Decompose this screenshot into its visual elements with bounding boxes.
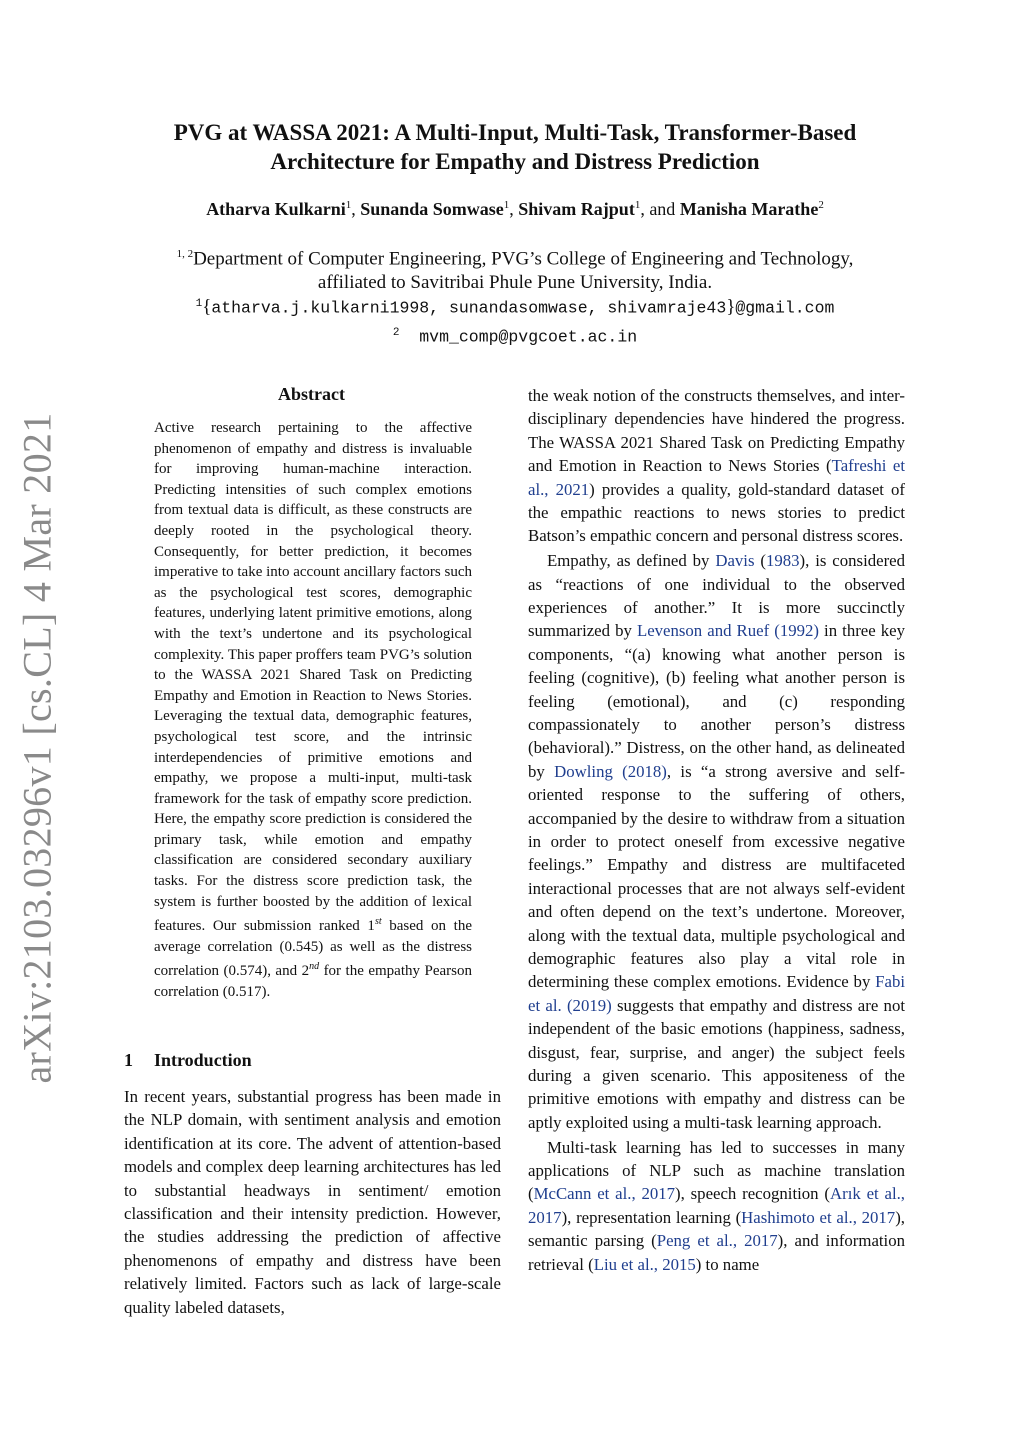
text-run: ) provides a quality, gold-standard dataset of the empathic reactions to news stories to predict Batson’s empathic concern and personal distress scores. xyxy=(528,479,906,546)
open-brace: { xyxy=(202,296,212,318)
citation-link[interactable]: McCann et al., 2017 xyxy=(533,1184,676,1204)
text-run: , is “a strong aversive and self-oriented response to the suffering of others, accompanied by the desire to withdraw from a situation in order to protect oneself from excessive negative feelings.” Empathy and distress are multifaceted interactional processes that are not always self-evident and often depend on the text’s undertone. Moreover, along with the textual data, multiple psychological and demographic features also play a vital role in determining these complex emotions. Evidence by xyxy=(528,761,905,992)
arxiv-stamp xyxy=(14,412,60,1084)
right-paragraph-2 xyxy=(528,549,905,1134)
abstract-heading: Abstract xyxy=(278,384,345,404)
citation-link[interactable]: Hashimoto et al., 2017 xyxy=(741,1207,896,1227)
text-run: ) to name xyxy=(695,1254,760,1274)
email-line-1: atharva.j.kulkarni1998, sunandasomwase, shivamraje43 xyxy=(211,298,727,318)
affiliation-line-1: Department of Computer Engineering, PVG’s College of Engineering and Technology, xyxy=(193,248,854,270)
text-run: Empathy, as defined by xyxy=(547,551,716,571)
author-4-affil: 2 xyxy=(818,199,824,211)
text-run: suggests that empathy and distress are not independent of the basic emotions (happiness, sadness, disgust, fear, surprise, and anger) the subject feels during a given scenario. This appositeness of the primitive emotions with empathy and distress can be aptly exploited using a multi-task learning approach. xyxy=(528,995,905,1132)
abstract-text xyxy=(154,418,472,1003)
citation-link[interactable]: Levenson and Ruef (1992) xyxy=(636,621,819,641)
paper-title xyxy=(100,118,930,176)
citation-link[interactable]: Tafreshi et al., 2021 xyxy=(528,456,905,499)
citation-link[interactable]: 1983 xyxy=(765,551,800,571)
affiliation-marker: 1, 2 xyxy=(176,248,194,260)
text-run: ), representation learning ( xyxy=(561,1207,742,1227)
ordinal-second: nd xyxy=(309,961,320,973)
author-1-affil: 1 xyxy=(345,199,352,211)
citation-link[interactable]: Fabi et al. (2019) xyxy=(528,972,905,1015)
author-4: Manisha Marathe xyxy=(679,199,819,219)
title-line-2: Architecture for Empathy and Distress Prediction xyxy=(270,149,760,174)
section-heading xyxy=(124,1050,252,1071)
arxiv-id: arXiv:2103.03296v1 [cs.CL] 4 Mar 2021 xyxy=(14,412,60,1084)
intro-left-text: In recent years, substantial progress has been made in the NLP domain, with sentiment analysis and emotion identification at its core. The advent of attention-based models and complex deep learning architectures has led to substantial headways in sentiment/ emotion classification and their intensity prediction. However, the studies addressing the prediction of affective phenomenons of empathy and distress have been relatively limited. Factors such as lack of large-scale quality labeled datasets, xyxy=(124,1087,501,1317)
close-brace: } xyxy=(726,296,736,318)
ordinal-first: st xyxy=(374,916,382,928)
citation-link[interactable]: Davis xyxy=(715,551,755,571)
author-list: Atharva Kulkarni$^1$, Sunanda Somwase$^1$, Shivam Rajput$^1$, and Manisha Marathe$^2$ xyxy=(206,199,824,219)
citation-link[interactable]: Dowling (2018) xyxy=(554,761,667,781)
text-run: the weak notion of the constructs themselves, and inter-disciplinary dependencies have hindered the progress. The WASSA 2021 Shared Task on Predicting Empathy and Emotion in Reaction to News Stories ( xyxy=(528,386,905,476)
author-1: Atharva Kulkarni xyxy=(206,199,346,219)
text-run: ), and information retrieval ( xyxy=(528,1231,906,1274)
section-number: 1 xyxy=(124,1050,133,1070)
citation-link[interactable]: Liu et al., 2015 xyxy=(593,1254,696,1274)
text-run: ( xyxy=(754,551,766,571)
text-run: Multi-task learning has led to successes in many applications of NLP such as machine translation ( xyxy=(528,1137,905,1204)
email-block xyxy=(100,292,930,349)
title-line-1: PVG at WASSA 2021: A Multi-Input, Multi-Task, Transformer-Based xyxy=(173,120,857,145)
author-conjunction: and xyxy=(649,199,676,219)
citation-link[interactable]: Arık et al., 2017 xyxy=(528,1184,906,1227)
citation-link[interactable]: Peng et al., 2017 xyxy=(656,1231,778,1251)
abstract-part-3: for the empathy Pearson correlation (0.517). xyxy=(154,963,472,1001)
text-run: ), semantic parsing ( xyxy=(528,1207,905,1251)
author-3-affil: 1 xyxy=(634,199,641,211)
author-2: Sunanda Somwase xyxy=(360,199,504,219)
text-run: ), is considered as “reactions of one individual to the observed experiences of another.” It is more succinctly summarized by xyxy=(528,551,905,641)
affiliation xyxy=(100,242,930,295)
author-2-affil: 1 xyxy=(503,199,510,211)
section-title: Introduction xyxy=(154,1050,252,1070)
affiliation-line-2: affiliated to Savitribai Phule Pune University, India. xyxy=(317,272,713,294)
right-column xyxy=(528,384,905,1277)
author-3: Shivam Rajput xyxy=(518,199,635,219)
right-paragraph-3 xyxy=(528,1136,905,1276)
right-paragraph-1 xyxy=(528,384,905,548)
email-marker-1: 1 xyxy=(195,298,203,310)
email-domain-1: @gmail.com xyxy=(735,298,835,318)
email-line-2: mvm_comp@pvgcoet.ac.in xyxy=(419,327,638,346)
text-run: ), speech recognition ( xyxy=(675,1184,830,1204)
text-run: in three key components, “(a) knowing what another person is feeling (cognitive), (b) feeling what another person is feeling (emotional), and (c) responding compassionately to another person’s distress (behavioral).” Distress, on the other hand, as delineated by xyxy=(528,621,905,781)
abstract-part-2: based on the average correlation (0.545) as well as the distress correlation (0.574), and 2 xyxy=(154,918,473,980)
email-marker-2: 2 xyxy=(392,326,400,339)
abstract-part-1: Active research pertaining to the affective phenomenon of empathy and distress is invaluable for improving human-machine interaction. Predicting intensities of such complex emotions from textual data is difficult, as these constructs are deeply rooted in the psychological theory. Consequently, for better prediction, it becomes imperative to take into account ancillary factors such as the psychological test scores, demographic features, underlying latent primitive emotions, along with the text’s undertone and its psychological complexity. This paper proffers team PVG’s solution to the WASSA 2021 Shared Task on Predicting Empathy and Emotion in Reaction to News Stories. Leveraging the textual data, demographic features, psychological test score, and the intrinsic interdependencies of primitive emotions and empathy, we propose a multi-input, multi-task framework for the task of empathy score prediction. Here, the empathy score prediction is considered the primary task, while emotion and empathy classification are considered secondary auxiliary tasks. For the distress score prediction task, the system is further boosted by the addition of lexical features. Our submission ranked 1 xyxy=(154,420,472,935)
